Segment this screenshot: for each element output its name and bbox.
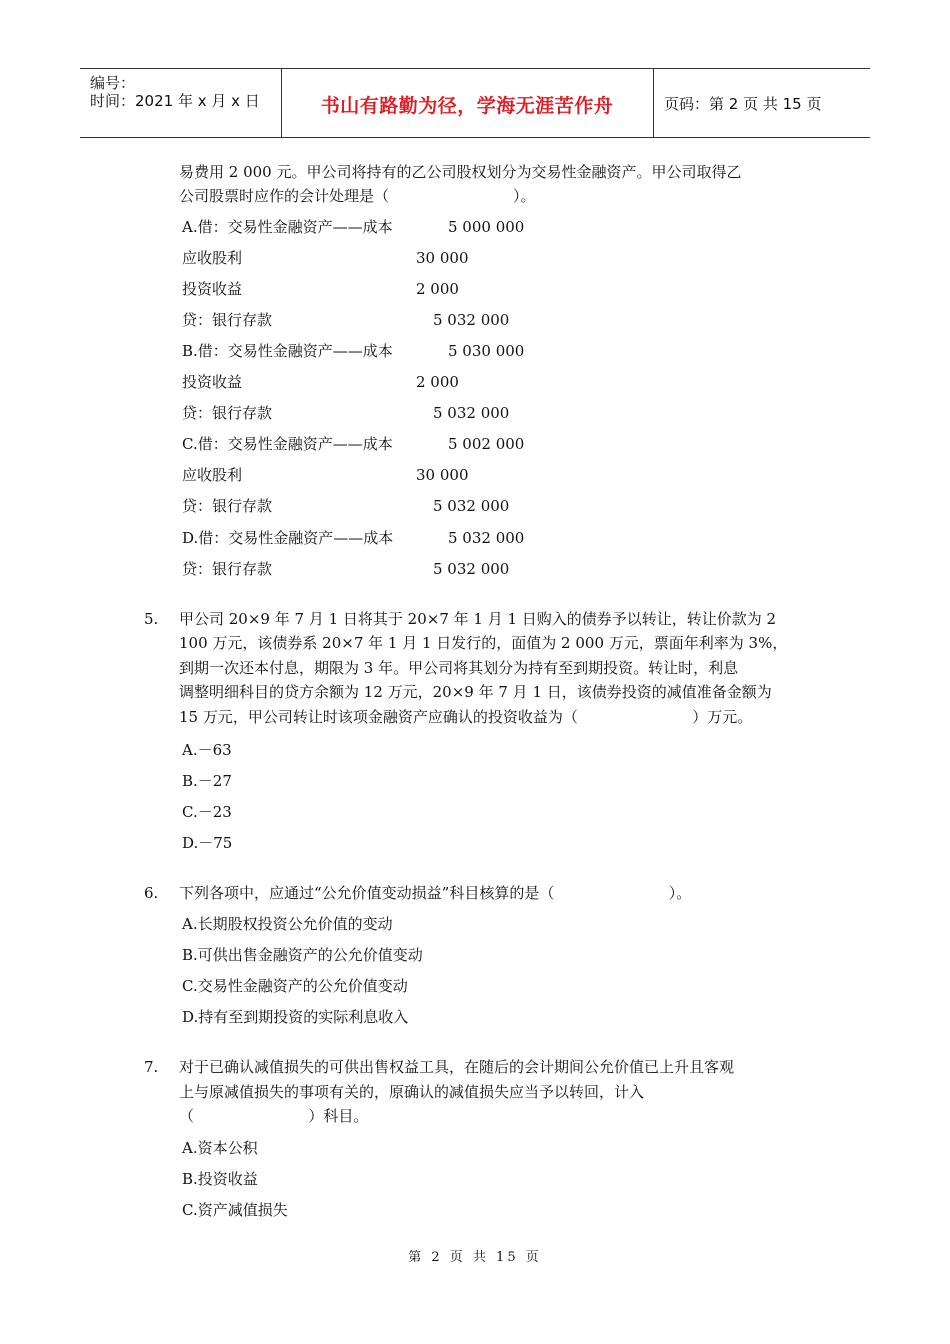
q6-number: 6. [144,884,159,902]
q7-number: 7. [144,1058,159,1076]
q7-option: B.投资收益 [182,1170,258,1188]
q5-text-line: 甲公司 20×9 年 7 月 1 日将其于 20×7 年 1 月 1 日购入的债券予以转让，转让价款为 2 [179,610,777,628]
q4-option-b-amount: 5 030 000 [448,342,525,360]
page-footer: 第 2 页 共 15 页 [408,1250,542,1265]
q6-option: D.持有至到期投资的实际利息收入 [182,1008,409,1026]
q4-option-d-amount: 5 032 000 [448,529,525,547]
q5-text-line: 100 万元，该债券系 20×7 年 1 月 1 日发行的，面值为 2 000 万元，票面年利率为 3%， [179,634,788,652]
q4-option-a-line: 投资收益 [182,280,243,298]
q4-option-a-amount: 30 000 [416,249,469,267]
q7-text-line: （ ）科目。 [179,1107,369,1125]
q4-option-a-line: 贷：银行存款 [182,311,273,329]
document-number-label: 编号： [90,74,136,92]
page-header [80,68,870,138]
q7-text-line: 对于已确认减值损失的可供出售权益工具，在随后的会计期间公允价值已上升且客观 [179,1058,735,1076]
q5-text-line: 15 万元，甲公司转让时该项金融资产应确认的投资收益为（ ）万元。 [179,708,753,726]
q4-option-c-amount: 5 002 000 [448,435,525,453]
q5-option: D.－75 [182,834,233,852]
q4-option-b-amount: 5 032 000 [433,404,510,422]
q6-option: B.可供出售金融资产的公允价值变动 [182,946,423,964]
header-page-cell [654,69,870,137]
header-meta-cell [80,69,282,137]
q5-option: B.－27 [182,772,232,790]
q4-option-d-line: D.借：交易性金融资产——成本 [182,529,394,547]
q7-text-line: 上与原减值损失的事项有关的，原确认的减值损失应当予以转回，计入 [179,1083,645,1101]
q7-option: A.资本公积 [182,1139,258,1157]
q4-option-a-line: 应收股利 [182,249,243,267]
q4-option-b-line: 投资收益 [182,373,243,391]
q4-option-c-amount: 30 000 [416,466,469,484]
q5-number: 5. [144,610,159,628]
q6-text-line: 下列各项中，应通过“公允价值变动损益”科目核算的是（ ）。 [179,884,692,902]
document-date: 时间：2021 年 x 月 x 日 [90,92,260,110]
q4-option-b-line: B.借：交易性金融资产——成本 [182,342,393,360]
q4-option-a-amount: 5 000 000 [448,218,525,236]
q4-option-b-amount: 2 000 [416,373,459,391]
q4-text-line-2: 公司股票时应作的会计处理是（ ）。 [179,187,536,205]
q4-option-d-amount: 5 032 000 [433,560,510,578]
header-motto-cell [281,69,654,137]
q4-option-a-line: A.借：交易性金融资产——成本 [182,218,393,236]
header-motto: 书山有路勤为径，学海无涯苦作舟 [320,95,614,117]
q4-option-a-amount: 5 032 000 [433,311,510,329]
q4-option-d-line: 贷：银行存款 [182,560,273,578]
q4-option-c-line: 应收股利 [182,466,243,484]
q4-option-c-line: C.借：交易性金融资产——成本 [182,435,393,453]
q6-option: A.长期股权投资公允价值的变动 [182,915,393,933]
q5-text-line: 到期一次还本付息，期限为 3 年。甲公司将其划分为持有至到期投资。转让时，利息 [179,659,739,677]
q5-text-line: 调整明细科目的贷方余额为 12 万元，20×9 年 7 月 1 日，该债券投资的减值准备金额为 [179,683,772,701]
header-page-info: 页码：第 2 页 共 15 页 [664,95,822,113]
q4-option-c-line: 贷：银行存款 [182,497,273,515]
q7-option: C.资产减值损失 [182,1201,288,1219]
q4-text-line-1: 易费用 2 000 元。甲公司将持有的乙公司股权划分为交易性金融资产。甲公司取得乙 [179,163,742,181]
q4-option-c-amount: 5 032 000 [433,497,510,515]
q6-option: C.交易性金融资产的公允价值变动 [182,977,408,995]
q4-option-b-line: 贷：银行存款 [182,404,273,422]
q5-option: A.－63 [182,741,232,759]
q4-option-a-amount: 2 000 [416,280,459,298]
q5-option: C.－23 [182,803,232,821]
